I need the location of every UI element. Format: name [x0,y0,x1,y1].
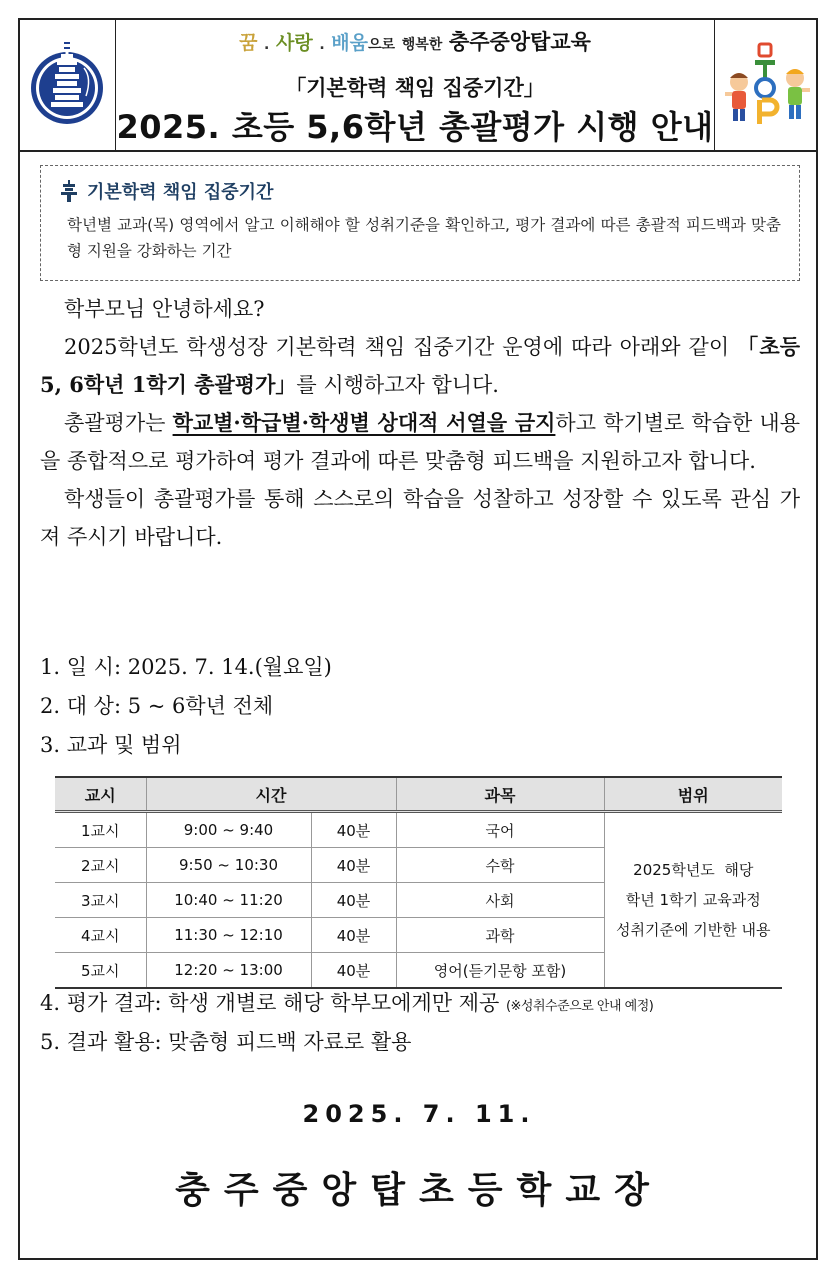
header [18,18,818,152]
slogan-connector: 으로 [368,37,396,53]
period-cell: 4교시 [55,918,146,953]
subtitle: 「기본학력 책임 집중기간」 [285,76,545,100]
info-box-text: 학년별 교과(목) 영역에서 알고 이해해야 할 성취기준을 확인하고, 평가 결과에 따른 총괄적 피드백과 맞춤형 지원을 강화하는 기간 [67,216,781,260]
item-date: 1. 일 시: 2025. 7. 14.(월요일) [40,655,332,679]
range-line-3: 성취기준에 기반한 내용 [616,921,771,939]
logo-cell [18,18,116,150]
pagoda-logo-icon [28,38,106,130]
info-box-title [59,178,273,204]
duration-cell: 40분 [311,883,396,918]
subject-cell: 영어(듣기문항 포함) [396,953,604,989]
subject-cell: 사회 [396,883,604,918]
body-text [40,290,800,556]
time-cell: 9:00 ~ 9:40 [146,812,311,848]
greeting: 학부모님 안녕하세요? [64,297,265,321]
info-box-title-text: 기본학력 책임 집중기간 [87,182,274,203]
page-title: 2025. 초등 5,6학년 총괄평가 시행 안내 [116,108,714,146]
time-cell: 11:30 ~ 12:10 [146,918,311,953]
period-cell: 2교시 [55,848,146,883]
slogan-word-learning: 배움 [331,32,369,54]
range-line-2: 학년 1학기 교육과정 [625,891,761,909]
slogan-word-love: 사랑 [276,32,313,54]
time-cell: 12:20 ~ 13:00 [146,953,311,989]
subject-cell: 과학 [396,918,604,953]
paragraph-2-underline: 학교별·학급별·학생별 상대적 서열을 금지 [172,410,556,435]
header-period: 교시 [55,777,146,812]
top-mascot-icon [721,38,813,130]
issue-date: 2025. 7. 11. [302,1100,536,1128]
subject-cell: 수학 [396,848,604,883]
range-cell [604,812,782,989]
slogan-word-dream: 꿈 [239,32,258,54]
duration-cell: 40분 [311,918,396,953]
paragraph-2 [40,404,800,480]
time-cell: 10:40 ~ 11:20 [146,883,311,918]
header-subject: 과목 [396,777,604,812]
item-results-note: (※성취수준으로 안내 예정) [505,999,654,1014]
paragraph-3: 학생들이 총괄평가를 통해 스스로의 학습을 성찰하고 성장할 수 있도록 관심 가져 주시기 바랍니다. [40,487,800,549]
period-cell: 3교시 [55,883,146,918]
slogan-small: 행복한 [401,37,443,53]
paragraph-1 [40,328,800,404]
paragraph-1-a: 2025학년도 학생성장 기본학력 책임 집중기간 운영에 따라 아래와 같이 [64,335,738,359]
item-results [40,984,810,1023]
slogan-sep-1: . [264,37,270,53]
item-results-text: 4. 평가 결과: 학생 개별로 해당 학부모에게만 제공 [40,991,506,1015]
info-box [40,165,800,281]
paragraph-2-c: 하고 학기별로 학습한 내용을 종합적으로 평가하여 평가 결과에 따른 맞춤형 피드백을 지원하고자 합니다. [40,411,801,473]
principal-signature: 충주중앙탑초등학교장 [175,1170,663,1211]
item-usage: 5. 결과 활용: 맞춤형 피드백 자료로 활용 [40,1030,412,1054]
subject-cell: 국어 [396,812,604,848]
header-range: 범위 [604,777,782,812]
paragraph-2-a: 총괄평가는 [64,411,173,435]
pagoda-icon [59,180,79,202]
header-center [116,18,714,150]
range-line-1: 2025학년도 해당 [633,861,754,879]
item-target: 2. 대 상: 5 ~ 6학년 전체 [40,694,274,718]
paragraph-1-emphasis: 「초등 5, 6학년 1학기 총괄평가」 [40,334,800,397]
schedule-table [55,776,782,989]
time-cell: 9:50 ~ 10:30 [146,848,311,883]
slogan-school: 충주중앙탑교육 [448,30,591,54]
period-cell: 5교시 [55,953,146,989]
item-subjects: 3. 교과 및 범위 [40,733,182,757]
item-list-2 [40,984,810,1062]
duration-cell: 40분 [311,812,396,848]
paragraph-1-c: 를 시행하고자 합니다. [296,373,499,397]
header-time: 시간 [146,777,396,812]
slogan-sep-2: . [319,37,325,53]
mascot-cell [714,18,818,150]
duration-cell: 40분 [311,953,396,989]
item-list [40,648,810,765]
duration-cell: 40분 [311,848,396,883]
table-header-row [55,777,782,812]
table-row [55,812,782,848]
slogan [116,26,714,56]
period-cell: 1교시 [55,812,146,848]
